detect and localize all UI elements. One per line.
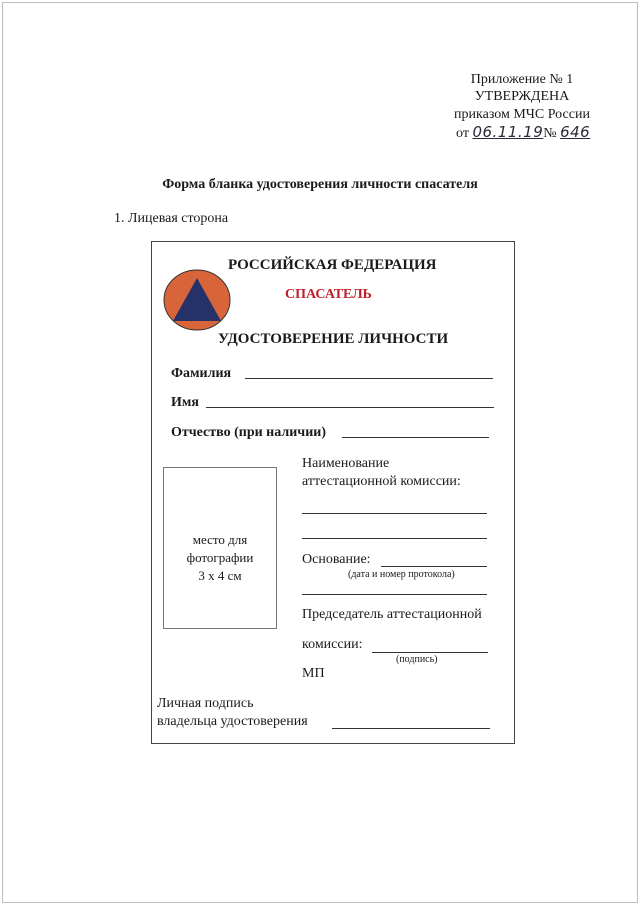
surname-label: Фамилия — [171, 366, 232, 381]
section-label: 1. Лицевая сторона — [114, 211, 229, 226]
country-title: РОССИЙСКАЯ ФЕДЕРАЦИЯ — [228, 257, 437, 273]
owner-signature-label-line1: Личная подпись — [157, 696, 254, 711]
number-prefix: № — [543, 126, 557, 141]
role-title: СПАСАТЕЛЬ — [285, 287, 372, 302]
commission-line-2[interactable] — [302, 524, 487, 539]
photo-caption-line1: место для — [192, 532, 248, 547]
name-line[interactable] — [206, 393, 494, 408]
from-prefix: от — [456, 126, 469, 141]
document-title: УДОСТОВЕРЕНИЕ ЛИЧНОСТИ — [218, 331, 449, 347]
handwritten-date: 06.11.19 — [472, 123, 544, 141]
basis-line-2[interactable] — [302, 580, 487, 595]
commission-label-line2: аттестационной комиссии: — [302, 474, 461, 489]
chairman-label-line2: комиссии: — [302, 637, 363, 652]
rescue-emblem-icon — [163, 269, 231, 331]
owner-signature-line[interactable] — [332, 714, 490, 729]
stamp-label: МП — [302, 666, 325, 681]
commission-label-line1: Наименование — [302, 456, 390, 471]
order-date-line — [456, 123, 590, 142]
chairman-signature-line[interactable] — [372, 638, 488, 653]
basis-hint: (дата и номер протокола) — [348, 569, 455, 580]
basis-label: Основание: — [302, 552, 371, 567]
patronymic-label: Отчество (при наличии) — [171, 425, 326, 440]
name-label: Имя — [171, 395, 199, 410]
photo-caption-line2: фотографии — [186, 550, 254, 565]
appendix-label: Приложение № 1 — [470, 72, 574, 87]
order-label: приказом МЧС России — [454, 107, 590, 122]
handwritten-number: 646 — [560, 123, 591, 141]
patronymic-line[interactable] — [342, 423, 489, 438]
approved-label: УТВЕРЖДЕНА — [474, 89, 570, 104]
photo-caption-line3: 3 х 4 см — [198, 568, 242, 583]
basis-line[interactable] — [381, 552, 487, 567]
surname-line[interactable] — [245, 364, 493, 379]
commission-line-1[interactable] — [302, 499, 487, 514]
signature-hint: (подпись) — [396, 654, 438, 665]
chairman-label-line1: Председатель аттестационной — [302, 607, 482, 622]
owner-signature-label-line2: владельца удостоверения — [157, 714, 308, 729]
form-title: Форма бланка удостоверения личности спасателя — [162, 177, 478, 192]
photo-caption — [163, 531, 277, 585]
